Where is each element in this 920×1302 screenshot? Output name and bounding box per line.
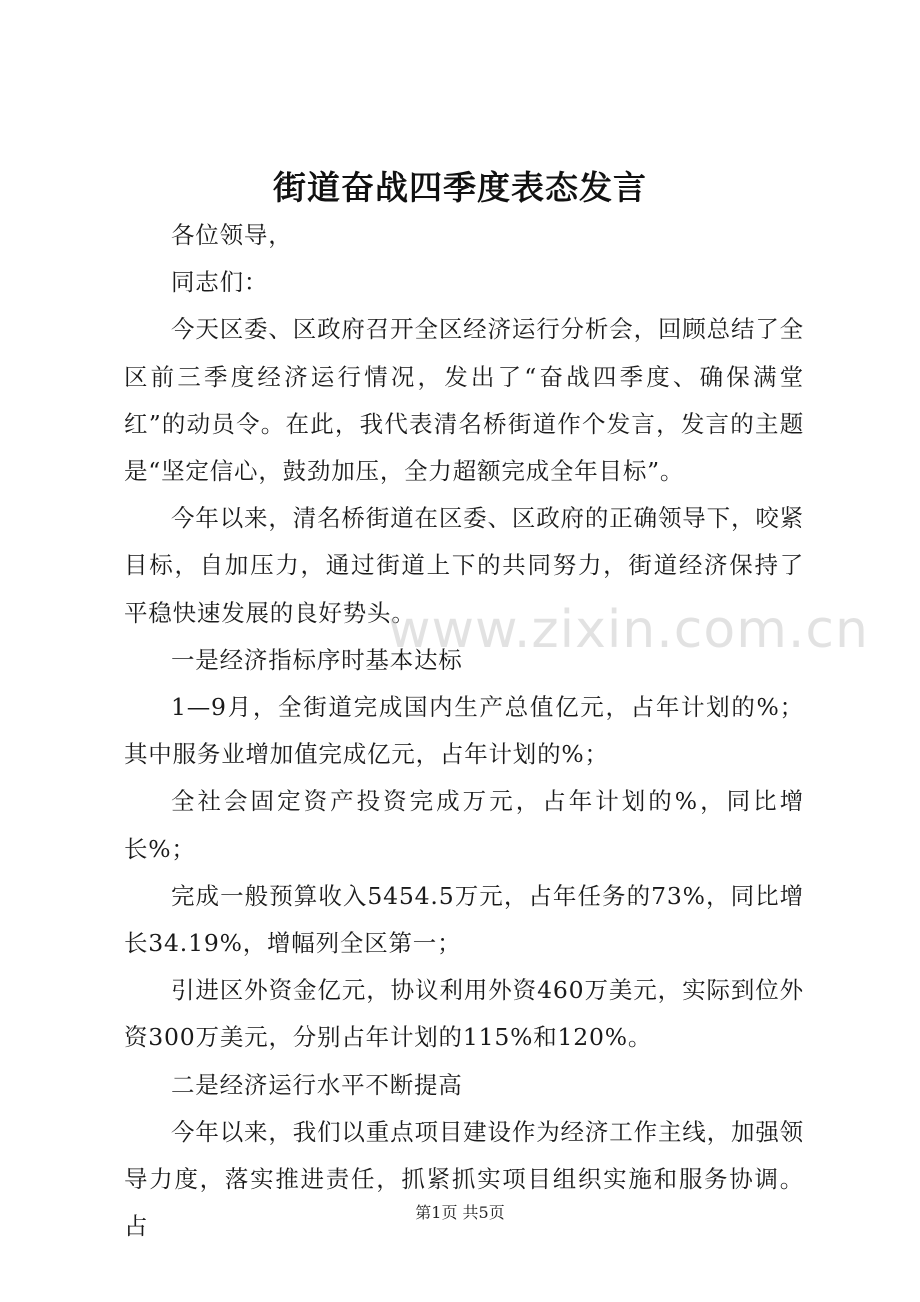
paragraph: 今天区委、区政府召开全区经济运行分析会，回顾总结了全区前三季度经济运行情况，发出了“奋战四季度、确保满堂红”的动员令。在此，我代表清名桥街道作个发言，发言的主题是“坚定信心，鼓劲加压，全力超额完成全年目标”。	[124, 315, 804, 486]
section-heading: 一是经济指标序时基本达标	[171, 645, 463, 674]
page-footer: 第1页 共5页	[415, 1203, 505, 1222]
paragraph: 今年以来，清名桥街道在区委、区政府的正确领导下，咬紧目标，自加压力，通过街道上下的共同努力，街道经济保持了平稳快速发展的良好势头。	[124, 504, 804, 627]
document-title: 街道奋战四季度表态发言	[273, 168, 647, 207]
paragraph: 各位领导，	[171, 221, 293, 249]
document-body	[124, 212, 804, 1250]
paragraph: 完成一般预算收入5454.5万元，占年任务的73%，同比增长34.19%，增幅列全区第一；	[124, 881, 804, 958]
paragraph: 全社会固定资产投资完成万元，占年计划的%，同比增长%；	[124, 787, 804, 863]
paragraph: 今年以来，我们以重点项目建设作为经济工作主线，加强领导力度，落实推进责任，抓紧抓实项目组织实施和服务协调。占	[124, 1117, 804, 1241]
paragraph: 1—9月，全街道完成国内生产总值亿元，占年计划的%；其中服务业增加值完成亿元，占年计划的%；	[124, 693, 804, 769]
watermark: www.zixin.com.cn	[388, 600, 869, 660]
section-heading: 二是经济运行水平不断提高	[171, 1070, 463, 1099]
paragraph: 同志们：	[171, 268, 269, 297]
paragraph: 引进区外资金亿元，协议利用外资460万美元，实际到位外资300万美元，分别占年计划的115%和120%。	[124, 976, 804, 1052]
